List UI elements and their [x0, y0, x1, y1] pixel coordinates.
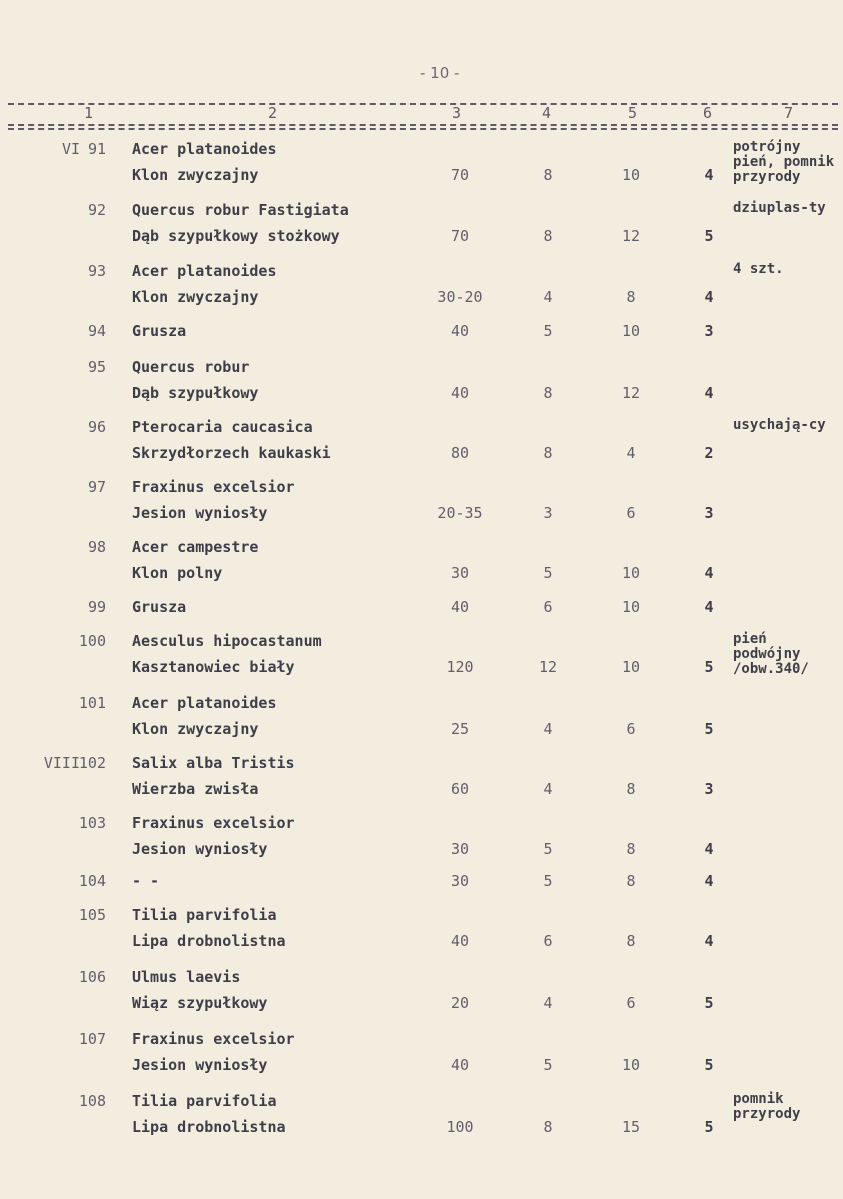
column-number-2: 2: [268, 104, 278, 122]
remarks: 4 szt.: [733, 261, 784, 277]
polish-name: Klon zwyczajny: [132, 166, 259, 184]
value-col-4: 5: [543, 564, 553, 582]
value-col-4: 5: [543, 840, 553, 858]
table-row: [0, 538, 843, 598]
value-col-6: 5: [704, 227, 714, 245]
polish-name: Dąb szypułkowy: [132, 384, 259, 402]
value-col-3: 25: [450, 720, 470, 738]
value-col-3: 40: [450, 322, 470, 340]
value-col-5: 10: [621, 658, 641, 676]
polish-name: Grusza: [132, 322, 187, 340]
item-number: 95: [87, 358, 106, 376]
value-col-6: 4: [704, 288, 714, 306]
value-col-3: 120: [446, 658, 474, 676]
item-number: 108: [78, 1092, 106, 1110]
latin-name: Acer platanoides: [132, 694, 277, 712]
column-number-1: 1: [84, 104, 94, 122]
column-number-5: 5: [628, 104, 638, 122]
value-col-5: 4: [626, 444, 636, 462]
value-col-6: 3: [704, 322, 714, 340]
item-number: 106: [78, 968, 106, 986]
column-number-4: 4: [542, 104, 552, 122]
polish-name: Jesion wyniosły: [132, 840, 268, 858]
table-row: [0, 201, 843, 261]
item-number: 107: [78, 1030, 106, 1048]
latin-name: Acer campestre: [132, 538, 259, 556]
value-col-3: 40: [450, 1056, 470, 1074]
polish-name: Dąb szypułkowy stożkowy: [132, 227, 340, 245]
value-col-4: 8: [543, 444, 553, 462]
value-col-3: 30: [450, 564, 470, 582]
remarks: potrójny pień, pomnik przyrody: [733, 139, 835, 185]
header-bottom-rule-double: [8, 128, 838, 130]
value-col-3: 100: [446, 1118, 474, 1136]
value-col-6: 5: [704, 1118, 714, 1136]
item-number: 99: [87, 598, 106, 616]
latin-name: Fraxinus excelsior: [132, 478, 295, 496]
header-top-rule: [8, 103, 838, 105]
value-col-5: 10: [621, 166, 641, 184]
value-col-4: 8: [543, 227, 553, 245]
value-col-3: 40: [450, 384, 470, 402]
value-col-4: 12: [538, 658, 558, 676]
item-number: 93: [87, 262, 106, 280]
table-row: [0, 754, 843, 814]
value-col-3: 20: [450, 994, 470, 1012]
value-col-6: 5: [704, 1056, 714, 1074]
value-col-5: 12: [621, 384, 641, 402]
value-col-3: 70: [450, 166, 470, 184]
value-col-6: 5: [704, 720, 714, 738]
value-col-6: 4: [704, 384, 714, 402]
table-row: [0, 140, 843, 200]
section-number: VIII: [43, 754, 80, 772]
value-col-5: 6: [626, 720, 636, 738]
polish-name: Wiąz szypułkowy: [132, 994, 268, 1012]
value-col-3: 80: [450, 444, 470, 462]
value-col-3: 40: [450, 932, 470, 950]
value-col-4: 6: [543, 932, 553, 950]
item-number: 94: [87, 322, 106, 340]
value-col-6: 3: [704, 780, 714, 798]
latin-name: Fraxinus excelsior: [132, 1030, 295, 1048]
value-col-6: 4: [704, 564, 714, 582]
polish-name: Jesion wyniosły: [132, 1056, 268, 1074]
polish-name: Lipa drobnolistna: [132, 1118, 286, 1136]
item-number: 104: [78, 872, 106, 890]
value-col-5: 10: [621, 322, 641, 340]
item-number: 92: [87, 201, 106, 219]
value-col-4: 8: [543, 1118, 553, 1136]
polish-name: Lipa drobnolistna: [132, 932, 286, 950]
item-number: 96: [87, 418, 106, 436]
table-row: [0, 968, 843, 1028]
value-col-5: 12: [621, 227, 641, 245]
value-col-6: 5: [704, 994, 714, 1012]
polish-name: Wierzba zwisła: [132, 780, 259, 798]
table-row: [0, 814, 843, 874]
value-col-3: 20-35: [437, 504, 483, 522]
table-row: [0, 478, 843, 538]
value-col-5: 8: [626, 932, 636, 950]
value-col-6: 2: [704, 444, 714, 462]
value-col-5: 10: [621, 1056, 641, 1074]
remarks: pień podwójny /obw.340/: [733, 631, 809, 677]
value-col-4: 5: [543, 1056, 553, 1074]
polish-name: Kasztanowiec biały: [132, 658, 295, 676]
latin-name: Ulmus laevis: [132, 968, 241, 986]
latin-name: Tilia parvifolia: [132, 906, 277, 924]
column-number-6: 6: [703, 104, 713, 122]
value-col-4: 4: [543, 994, 553, 1012]
value-col-5: 15: [621, 1118, 641, 1136]
remarks: dziuplas-ty: [733, 200, 826, 216]
value-col-4: 3: [543, 504, 553, 522]
latin-name: Acer platanoides: [132, 140, 277, 158]
value-col-3: 70: [450, 227, 470, 245]
value-col-6: 4: [704, 166, 714, 184]
table-row: [0, 694, 843, 754]
value-col-3: 30-20: [437, 288, 483, 306]
value-col-5: 6: [626, 994, 636, 1012]
polish-name: Klon polny: [132, 564, 223, 582]
latin-name: Quercus robur: [132, 358, 250, 376]
latin-name: Fraxinus excelsior: [132, 814, 295, 832]
value-col-5: 8: [626, 288, 636, 306]
latin-name: Pterocaria caucasica: [132, 418, 313, 436]
value-col-4: 8: [543, 166, 553, 184]
value-col-5: 8: [626, 840, 636, 858]
value-col-5: 6: [626, 504, 636, 522]
item-number: 91: [87, 140, 106, 158]
item-number: 101: [78, 694, 106, 712]
latin-name: Tilia parvifolia: [132, 1092, 277, 1110]
table-row: [0, 632, 843, 692]
remarks: pomnik przyrody: [733, 1091, 801, 1122]
item-number: 98: [87, 538, 106, 556]
item-number: 105: [78, 906, 106, 924]
value-col-3: 30: [450, 840, 470, 858]
value-col-6: 4: [704, 598, 714, 616]
table-row: [0, 1092, 843, 1152]
table-row: [0, 262, 843, 322]
value-col-4: 4: [543, 288, 553, 306]
polish-name: Skrzydłorzech kaukaski: [132, 444, 331, 462]
value-col-4: 6: [543, 598, 553, 616]
latin-name: Quercus robur Fastigiata: [132, 201, 349, 219]
table-row: [0, 358, 843, 418]
page-number: - 10 -: [420, 64, 460, 82]
value-col-3: 60: [450, 780, 470, 798]
value-col-3: 40: [450, 598, 470, 616]
value-col-6: 4: [704, 932, 714, 950]
value-col-4: 4: [543, 780, 553, 798]
value-col-4: 8: [543, 384, 553, 402]
polish-name: - -: [132, 872, 160, 890]
table-row: [0, 418, 843, 478]
item-number: 97: [87, 478, 106, 496]
latin-name: Aesculus hipocastanum: [132, 632, 322, 650]
polish-name: Klon zwyczajny: [132, 288, 259, 306]
value-col-3: 30: [450, 872, 470, 890]
value-col-4: 5: [543, 872, 553, 890]
latin-name: Acer platanoides: [132, 262, 277, 280]
table-row: [0, 906, 843, 966]
value-col-6: 5: [704, 658, 714, 676]
section-number: VI: [61, 140, 80, 158]
value-col-4: 5: [543, 322, 553, 340]
value-col-5: 8: [626, 780, 636, 798]
value-col-4: 4: [543, 720, 553, 738]
value-col-6: 4: [704, 840, 714, 858]
item-number: 103: [78, 814, 106, 832]
polish-name: Klon zwyczajny: [132, 720, 259, 738]
value-col-6: 3: [704, 504, 714, 522]
latin-name: Salix alba Tristis: [132, 754, 295, 772]
polish-name: Grusza: [132, 598, 187, 616]
item-number: 102: [78, 754, 106, 772]
table-row: [0, 1030, 843, 1090]
header-bottom-rule: [8, 124, 838, 126]
item-number: 100: [78, 632, 106, 650]
remarks: usychają-cy: [733, 417, 826, 433]
value-col-5: 10: [621, 564, 641, 582]
value-col-5: 8: [626, 872, 636, 890]
polish-name: Jesion wyniosły: [132, 504, 268, 522]
value-col-5: 10: [621, 598, 641, 616]
column-number-3: 3: [452, 104, 462, 122]
column-number-7: 7: [784, 104, 794, 122]
value-col-6: 4: [704, 872, 714, 890]
